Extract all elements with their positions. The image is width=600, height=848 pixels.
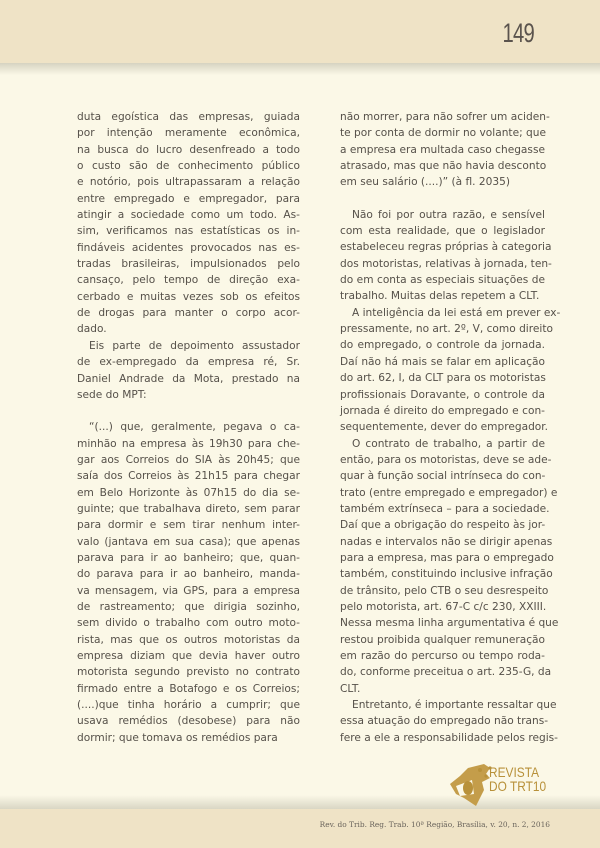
text-line: dos motoristas, relativas à jornada, ten- [340,257,552,270]
text-line: também extrínseca – para a sociedade. [340,502,550,515]
text-line: o custo são de conhecimento público [77,160,300,173]
text-line: a empresa era multada caso chegasse [340,143,545,156]
text-line: profissionais Doravante, o controle da [340,388,545,401]
paragraph [340,207,552,305]
text-line: e notório, pois ultrapassaram a relação [77,176,300,189]
text-line: cansaço, pelo tempo de direção exa- [77,274,300,287]
text-line: Nessa mesma linha argumentativa é que [340,617,559,630]
text-line: valo (jantava em sua casa); que apenas [77,535,300,548]
text-line: Daí que a obrigação do respeito às jor- [340,519,546,532]
text-line: nadas e intervalos não se dirigir apenas [340,535,553,548]
text-line: Daniel Andrade da Mota, prestado na [77,372,300,385]
paragraph [77,338,300,403]
text-line: dormir; que tomava os remédios para [77,731,278,744]
text-line: trabalho. Muitas delas repetem a CLT. [340,290,540,303]
text-line: jornada é direito do empregado e con- [340,404,545,417]
text-line: em Belo Horizonte às 07h15 do dia se- [77,486,300,499]
text-line: findáveis acidentes provocados nas es- [77,241,300,254]
text-line: também, constituindo inclusive infração [340,568,553,581]
text-line: entre empregado e empregador, para [77,192,300,205]
header-shadow [0,63,600,75]
text-line: va mensagem, via GPS, para a empresa [77,584,300,597]
text-line: (....)que tinha horário a cumprir; que [77,699,300,712]
text-line: não morrer, para não sofrer um aciden- [340,111,550,123]
paragraph-gap [340,191,545,207]
text-line: CLT. [340,682,361,695]
text-line: do em conta as especiais situações de [340,274,545,287]
logo-line-2: DO TRT10 [489,778,547,794]
text-line: guinte; que trabalhava direto, sem parar [77,502,300,515]
text-line: motorista segundo previsto no contrato [77,666,300,679]
text-line: quar à função social intrínseca do con- [340,470,546,483]
text-line: do art. 62, I, da CLT para os motoristas [340,372,546,385]
text-line: atingir a sociedade como um todo. As- [77,209,300,222]
text-line: sequentemente, dever do empregador. [340,421,549,434]
text-line: de rastreamento; que dirigia sozinho, [77,600,300,613]
logo-line-1: REVISTA [489,764,540,780]
text-line: O contrato de trabalho, a partir de [352,437,545,450]
text-line: de drogas para manter o corpo acor- [77,307,300,320]
text-line: te por conta de dormir no volante; que [340,127,546,140]
text-line: sede do MPT: [77,388,147,401]
text-line: por intenção meramente econômica, [77,127,300,140]
text-line: parava para ir ao banheiro; que, quan- [77,551,300,564]
text-line: do empregado, o controle da jornada. [340,339,545,352]
paragraph [340,305,561,436]
journal-citation: Rev. do Trib. Reg. Trab. 10ª Região, Brasília, v. 20, n. 2, 2016 [319,820,550,829]
text-line: gar aos Correios do SIA às 20h45; que [77,453,300,466]
text-line: saía dos Correios às 21h15 para chegar [77,470,300,483]
text-line: com esta realidade, que o legislador [340,225,545,238]
text-line: pressamente, no art. 2º, V, como direito [340,323,553,336]
logo-text [489,765,546,793]
left-column [77,109,300,746]
text-line: “(...) que, geralmente, pegava o ca- [89,421,300,434]
text-line: rista, mas que os outros motoristas da [77,633,300,646]
text-line: em razão do percurso ou tempo roda- [340,650,545,662]
text-line: pelo motorista, art. 67-C c/c 230, XXIII. [340,600,547,613]
text-line: duta egoística das empresas, guiada [77,111,300,123]
text-line: sim, verificamos nas estatísticas os in- [77,225,300,238]
page-number: 149 [502,18,534,48]
paragraph-gap [77,403,300,419]
text-line: A inteligência da lei está em prever ex- [352,306,561,319]
text-line: para dormir e sem tirar nenhum inter- [77,519,300,532]
text-line: de trânsito, pelo CTB o seu desrespeito [340,584,549,597]
paragraph [77,419,300,746]
text-line: trato (entre empregado e empregador) e [340,486,558,499]
text-line: cerbado e muitas vezes sob os efeitos [77,290,300,303]
text-line: empresa diziam que devia haver outro [77,650,300,662]
text-line: usava remédios (desobese) para não [77,715,300,728]
text-line: de ex-empregado da empresa ré, Sr. [77,356,300,369]
text-line: sem divido o trabalho com outro moto- [77,617,300,630]
text-line: essa atuação do empregado não trans- [340,715,549,728]
text-line: tradas brasileiras, impulsionados pelo [77,258,300,271]
paragraph [340,697,558,746]
text-line: atrasado, mas que não havia desconto [340,160,547,173]
text-line: na busca do lucro desenfreado a todo [77,143,300,156]
text-line: fere a ele a responsabilidade pelos regis- [340,731,558,744]
paragraph [340,436,559,698]
text-line: restou proibida qualquer remuneração [340,633,545,646]
paragraph [77,109,300,338]
text-line: firmado entre a Botafogo e os Correios; [77,682,300,695]
text-line: Não foi por outra razão, e sensível [352,208,545,221]
text-line: então, para os motoristas, deve se ade- [340,453,552,466]
text-line: Daí não há mais se falar em aplicação [340,355,545,368]
text-line: minhão na empresa às 19h30 para che- [77,437,300,450]
text-line: do parava para ir ao banheiro, manda- [77,568,300,581]
text-line: Eis parte de depoimento assustador [89,339,300,352]
text-line: para a empresa, mas para o empregado [340,551,554,564]
paragraph [340,109,550,191]
text-line: dado. [77,323,107,336]
right-column [340,109,561,746]
text-line: em seu salário (....)” (à fl. 2035) [340,176,511,189]
text-line: estabeleceu regras próprias à categoria [340,241,552,254]
text-line: do, conforme preceitua o art. 235-G, da [340,666,552,679]
text-line: Entretanto, é importante ressaltar que [352,699,557,712]
